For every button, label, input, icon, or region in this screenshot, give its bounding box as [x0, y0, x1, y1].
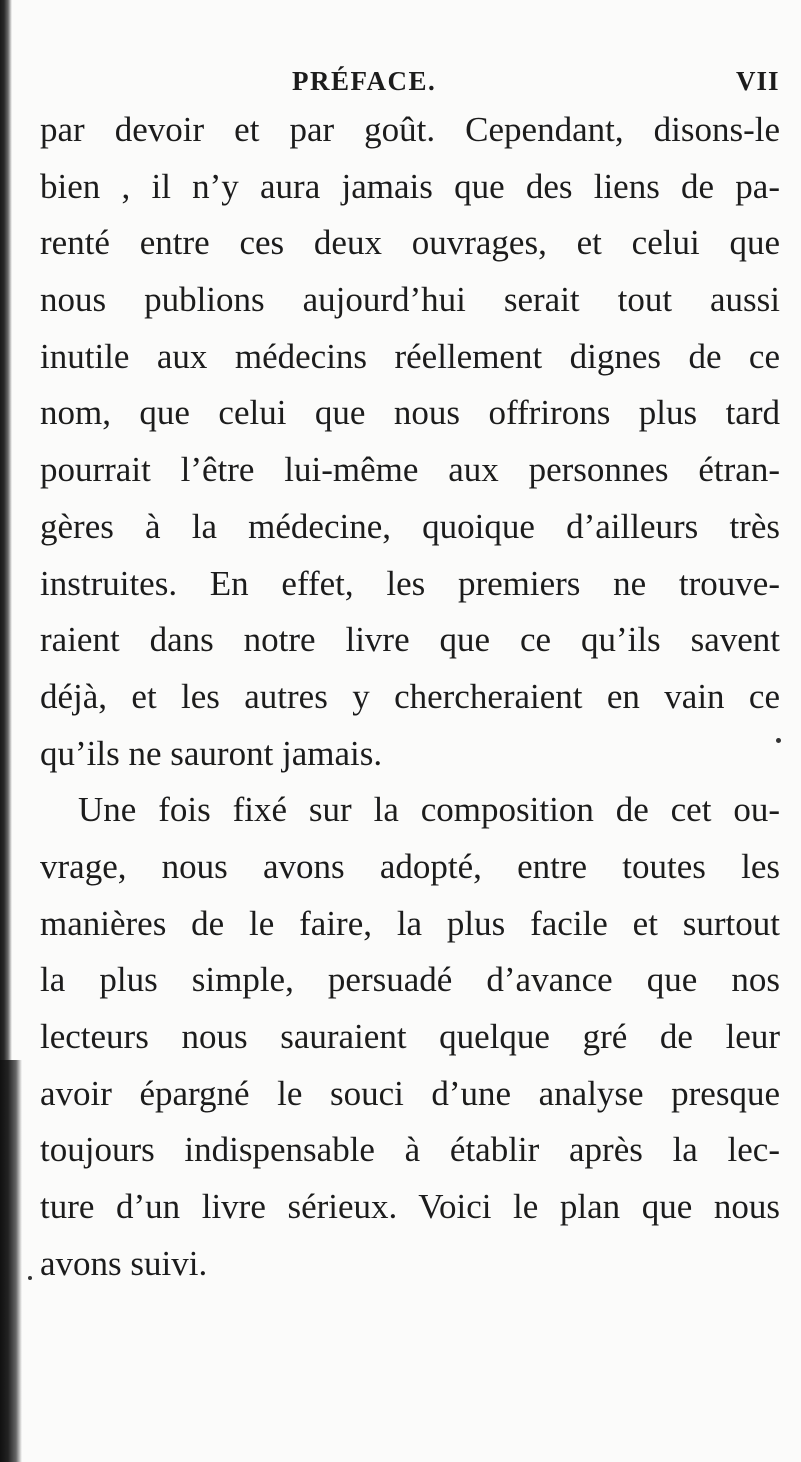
body-text	[40, 102, 780, 1292]
text-line: bien , il n’y aura jamais que des liens de pa-	[40, 166, 780, 206]
text-line: vrage, nous avons adopté, entre toutes les	[40, 846, 780, 886]
text-line: pourrait l’être lui-même aux personnes étran-	[40, 450, 780, 490]
text-line: inutile aux médecins réellement dignes de ce	[40, 336, 780, 376]
text-line: déjà, et les autres y chercheraient en vain ce	[40, 676, 780, 716]
text-line: lecteurs nous sauraient quelque gré de leur	[40, 1017, 780, 1056]
text-line: raient dans notre livre que ce qu’ils savent	[40, 620, 780, 660]
page-gutter-shadow-lower	[0, 1060, 22, 1462]
text-line: gères à la médecine, quoique d’ailleurs très	[40, 506, 780, 546]
text-line: avoir épargné le souci d’une analyse presque	[40, 1073, 780, 1113]
text-line: renté entre ces deux ouvrages, et celui que	[40, 223, 780, 263]
text-line: instruites. En effet, les premiers ne trouve-	[40, 563, 780, 603]
print-speck	[776, 738, 781, 743]
running-head	[0, 58, 801, 98]
running-title: PRÉFACE.	[292, 66, 437, 96]
page-number: VII	[736, 66, 780, 96]
text-line: toujours indispensable à établir après la lec-	[40, 1130, 780, 1170]
paragraph-end-line: avons suivi.	[40, 1243, 208, 1283]
text-line: la plus simple, persuadé d’avance que nos	[40, 960, 780, 1000]
text-line: ture d’un livre sérieux. Voici le plan que nous	[40, 1187, 780, 1227]
print-speck	[28, 1276, 32, 1280]
text-line: manières de le faire, la plus facile et surtout	[40, 903, 780, 943]
paragraph-start-line: Une fois fixé sur la composition de cet ou-	[78, 790, 780, 830]
paragraph-end-line: qu’ils ne sauront jamais.	[40, 733, 383, 773]
text-line: par devoir et par goût. Cependant, disons-le	[40, 110, 780, 149]
text-line: nous publions aujourd’hui serait tout aussi	[40, 280, 780, 320]
text-line: nom, que celui que nous offrirons plus tard	[40, 393, 780, 433]
